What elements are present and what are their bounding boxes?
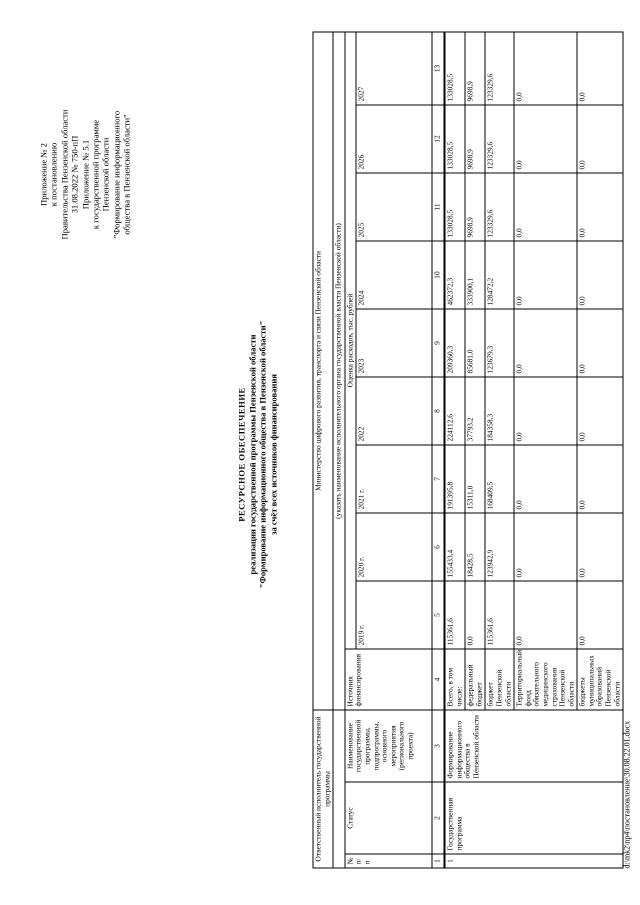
value-cell: 0,0 [514,309,577,377]
value-cell: 0,0 [577,105,623,173]
value-cell: 333900,1 [465,241,485,309]
value-cell: 9698,9 [465,173,485,241]
appendix-line: Приложение № 5.1 [80,139,91,210]
header-number: № п/п [345,854,433,868]
value-cell: 133028,5 [444,32,465,105]
header-year: 2022 [356,377,432,445]
appendix-line: Пензенской области [100,137,111,212]
row-source: Всего, в том числе: [444,649,465,710]
value-cell: 0,0 [577,241,623,309]
value-cell: 0,0 [514,105,577,173]
value-cell: 0,0 [577,513,623,581]
value-cell: 0,0 [514,445,577,513]
header-name: Наименование государственной программы, подпрограммы, основного мероприятия (регионального проекта) [345,710,433,782]
value-cell: 9698,9 [465,32,485,105]
value-cell: 133028,5 [444,105,465,173]
row-program-name: Формирование информационного общества в Пензенской области [444,710,623,782]
ministry-name: Министерство цифрового развития, транспорта и связи Пензенской области [313,251,323,491]
appendix-line: к государственной программе [90,119,101,230]
value-cell: 184358,3 [485,377,514,445]
header-year: 2023 [356,309,432,377]
value-cell: 0,0 [577,309,623,377]
row-source: федеральный бюджет [465,649,485,710]
header-year: 2026 [356,105,432,173]
appendix-header [39,75,133,275]
value-cell: 0,0 [577,445,623,513]
row-number: 1 [444,854,623,868]
value-cell: 9698,9 [465,105,485,173]
header-year: 2027 [356,32,432,105]
value-cell: 0,0 [514,513,577,581]
header-year: 2020 г. [356,513,432,581]
value-cell: 85681,0 [465,309,485,377]
column-number: 13 [432,32,444,105]
value-cell: 115361,6 [485,581,514,649]
header-source: Источник финансирования [345,649,433,710]
value-cell: 209360,3 [444,309,465,377]
value-cell: 0,0 [514,377,577,445]
value-cell: 168409,5 [485,445,514,513]
title-line: РЕСУРСНОЕ ОБЕСПЕЧЕНИЕ [236,387,247,522]
header-year: 2019 г. [356,581,432,649]
value-cell: 0,0 [577,32,623,105]
table-row [444,32,465,868]
header-status: Статус [345,782,433,854]
column-number: 2 [432,782,444,854]
ministry-note: (указать наименование исполнительного органа государственной власти Пензенской области) [333,32,345,710]
value-cell: 0,0 [514,241,577,309]
rotated-landscape-sheet [1,0,640,905]
column-number: 4 [432,649,444,710]
row-source: Территориальный фонд обязательного медицинского страхования Пензенской области [514,649,577,710]
value-cell: 0,0 [577,377,623,445]
value-cell: 115361,6 [444,581,465,649]
value-cell: 0,0 [514,173,577,241]
value-cell: 133028,5 [444,173,465,241]
value-cell: 0,0 [577,581,623,649]
header-year: 2024 [356,241,432,309]
appendix-line: "Формирование информационного [111,110,122,239]
value-cell: 15311,0 [465,445,485,513]
row-source: бюджет Пензенской области [485,649,514,710]
column-number: 10 [432,241,444,309]
column-number: 9 [432,309,444,377]
value-cell: 123329,6 [485,32,514,105]
row-source: бюджеты муниципальных образований Пензенской области [577,649,623,710]
column-number: 12 [432,105,444,173]
column-number: 1 [432,854,444,868]
value-cell: 0,0 [577,173,623,241]
value-cell: 18428,5 [465,513,485,581]
value-cell: 0,0 [514,581,577,649]
value-cell: 0,0 [514,32,577,105]
value-cell: 123329,6 [485,105,514,173]
column-number: 3 [432,710,444,782]
file-path-footer: d:\mk2\np4\постановление\30.08.22.01.docx [622,720,632,869]
value-cell: 191395,8 [444,445,465,513]
document-title [237,175,279,735]
column-number: 5 [432,581,444,649]
ministry-cell [313,32,333,710]
title-line: "Формирование информационного общества в Пензенской области" [257,320,268,589]
value-cell: 37793,2 [465,377,485,445]
header-year: 2021 г. [356,445,432,513]
value-cell: 128472,2 [485,241,514,309]
header-year: 2025 [356,173,432,241]
value-cell: 224112,6 [444,377,465,445]
responsible-header: Ответственный исполнитель государственной программы [313,710,333,868]
title-line: за счёт всех источников финансирования [268,374,279,535]
column-number: 7 [432,445,444,513]
blank-cell [333,710,345,868]
appendix-line: общества в Пензенской области" [121,114,132,235]
appendix-line: Приложение № 2 [38,143,49,206]
value-cell: 0,0 [465,581,485,649]
column-number-row [432,32,444,868]
header-estimate: Оценка расходов, тыс. рублей [345,32,357,649]
row-status: Государственная программа [444,782,623,854]
appendix-line: к постановлению [48,142,59,207]
value-cell: 123679,3 [485,309,514,377]
appendix-line: Правительства Пензенской области [59,109,70,240]
resource-table [313,31,624,868]
column-number: 6 [432,513,444,581]
value-cell: 155433,4 [444,513,465,581]
value-cell: 123329,6 [485,173,514,241]
column-number: 11 [432,173,444,241]
title-line: реализации государственной программы Пензенской области [247,334,258,575]
value-cell: 462372,3 [444,241,465,309]
column-number: 8 [432,377,444,445]
value-cell: 123942,9 [485,513,514,581]
appendix-line: 31.08.2022 № 750-пП [69,135,80,214]
